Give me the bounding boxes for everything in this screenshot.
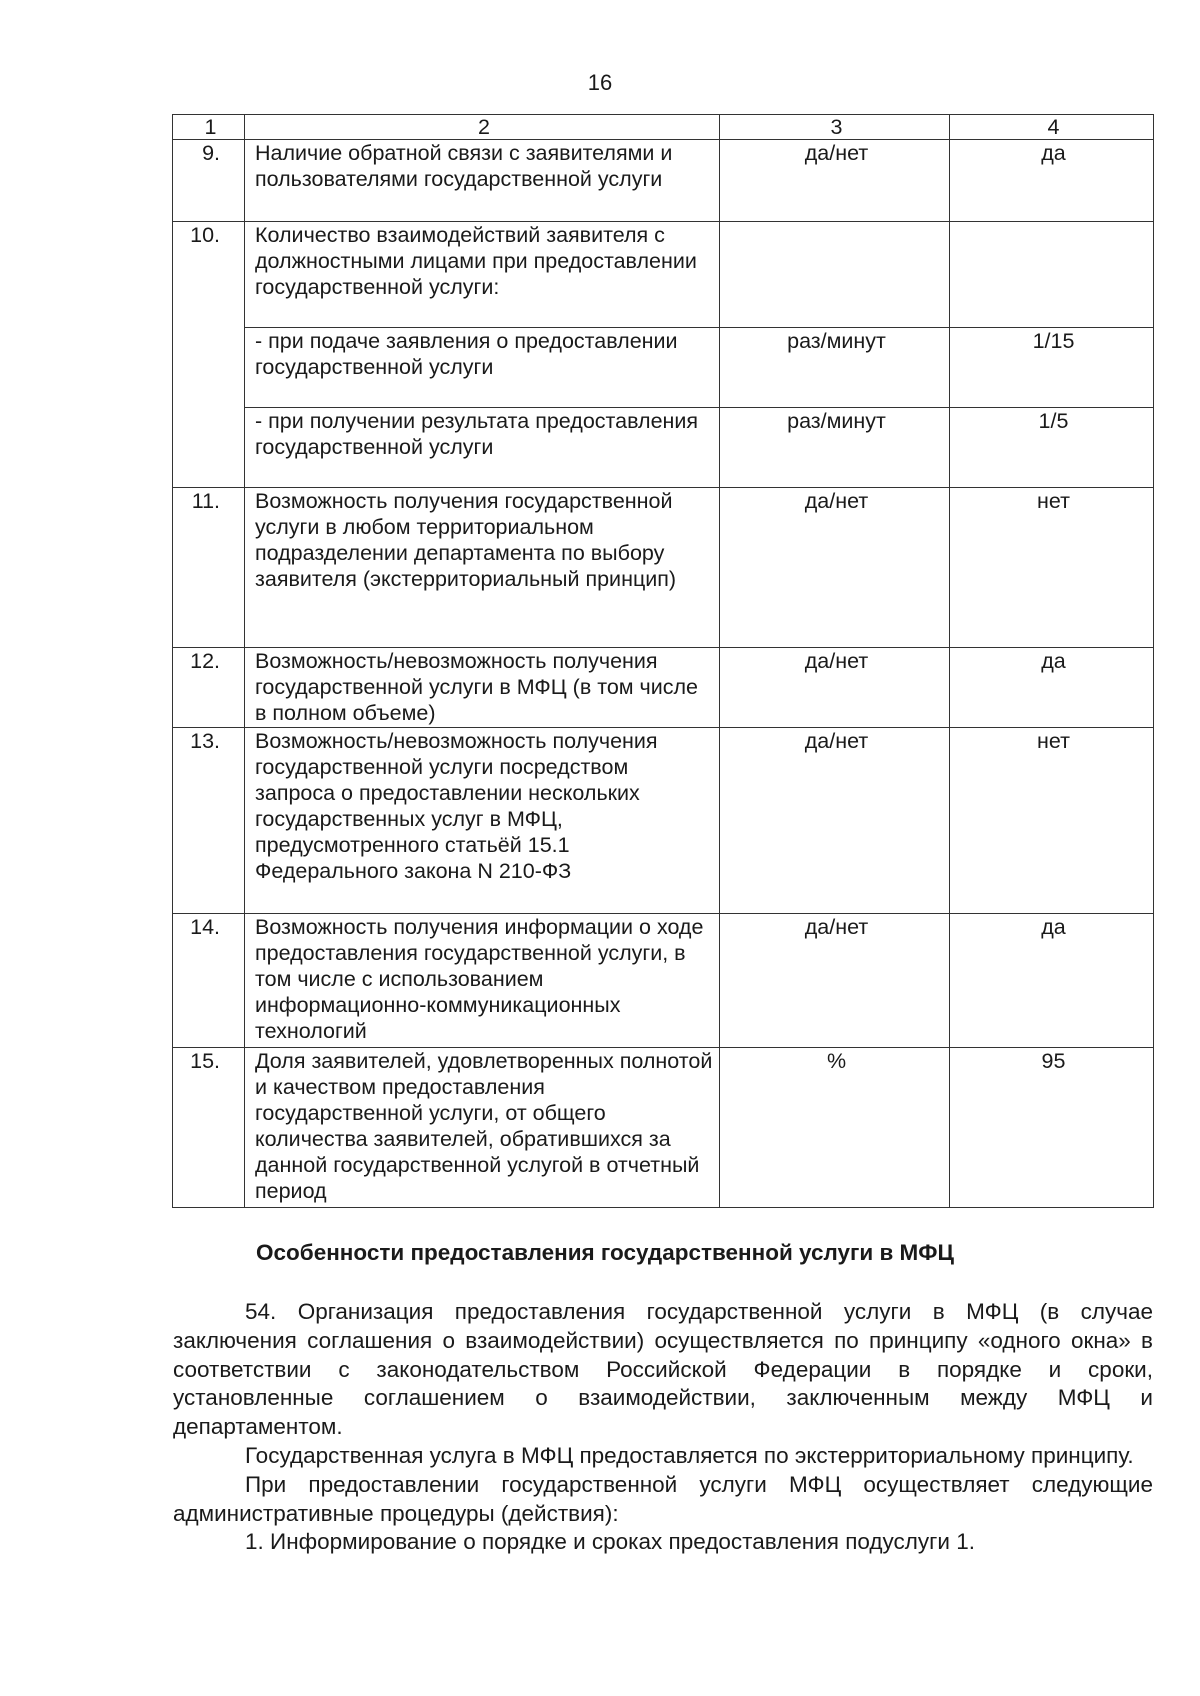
table-subrow: [173, 328, 1154, 408]
table-header-row: [173, 115, 1154, 140]
row-number: 11.: [173, 488, 245, 648]
value-cell: 95: [950, 1048, 1154, 1208]
indicator-name: - при получении результата предоставления государственной услуги: [245, 408, 720, 488]
section-title: Особенности предоставления государственной услуги в МФЦ: [256, 1240, 954, 1265]
unit-cell: раз/минут: [720, 408, 950, 488]
indicator-name: Наличие обратной связи с заявителями и пользователями государственной услуги: [245, 140, 720, 222]
unit-cell: да/нет: [720, 914, 950, 1048]
indicator-name: Возможность получения информации о ходе предоставления государственной услуги, в том числе с использованием информационно-коммуникационных технологий: [245, 914, 720, 1048]
indicator-name: Доля заявителей, удовлетворенных полнотой и качеством предоставления государственной услуги, от общего количества заявителей, обратившихся за данной государственной услугой в отчетный период: [245, 1048, 720, 1208]
row-number: 10.: [173, 222, 245, 488]
paragraph: 54. Организация предоставления государственной услуги в МФЦ (в случае заключения соглашения о взаимодействии) осуществляется по принципу «одного окна» в соответствии с законодательством Российской Федерации в порядке и сроки, установленные соглашением о взаимодействии, заключенным между МФЦ и департаментом.: [173, 1299, 1153, 1440]
indicator-name: - при подаче заявления о предоставлении государственной услуги: [245, 328, 720, 408]
unit-cell: раз/минут: [720, 328, 950, 408]
column-header: 1: [173, 115, 245, 140]
indicators-table: [172, 114, 1154, 1208]
table-row: [173, 140, 1154, 222]
value-cell: да: [950, 140, 1154, 222]
table-row: [173, 488, 1154, 648]
value-cell: 1/5: [950, 408, 1154, 488]
indicator-name: Количество взаимодействий заявителя с должностными лицами при предоставлении государственной услуги:: [245, 222, 720, 328]
row-number: 15.: [173, 1048, 245, 1208]
value-cell: нет: [950, 728, 1154, 914]
paragraph: Государственная услуга в МФЦ предоставляется по экстерриториальному принципу.: [245, 1442, 1134, 1468]
table-row: [173, 728, 1154, 914]
column-header: 2: [245, 115, 720, 140]
indicator-name: Возможность получения государственной услуги в любом территориальном подразделении департамента по выбору заявителя (экстерриториальный принцип): [245, 488, 720, 648]
paragraph: 1. Информирование о порядке и сроках предоставления подуслуги 1.: [245, 1529, 975, 1555]
unit-cell: %: [720, 1048, 950, 1208]
value-cell: 1/15: [950, 328, 1154, 408]
unit-cell: [720, 222, 950, 328]
unit-cell: да/нет: [720, 728, 950, 914]
table-subrow: [173, 408, 1154, 488]
row-number: 12.: [173, 648, 245, 728]
table-row: [173, 1048, 1154, 1208]
page-number: 16: [587, 70, 613, 95]
column-header: 3: [720, 115, 950, 140]
row-number: 9.: [173, 140, 245, 222]
row-number: 13.: [173, 728, 245, 914]
indicator-name: Возможность/невозможность получения государственной услуги посредством запроса о предоставлении нескольких государственных услуг в МФЦ, предусмотренного статьёй 15.1 Федерального закона N 210-ФЗ: [245, 728, 720, 914]
value-cell: [950, 222, 1154, 328]
value-cell: да: [950, 648, 1154, 728]
table-row: [173, 648, 1154, 728]
value-cell: да: [950, 914, 1154, 1048]
value-cell: нет: [950, 488, 1154, 648]
unit-cell: да/нет: [720, 140, 950, 222]
row-number: 14.: [173, 914, 245, 1048]
body-text: [173, 1298, 1153, 1557]
unit-cell: да/нет: [720, 488, 950, 648]
table-row: [173, 914, 1154, 1048]
indicator-name: Возможность/невозможность получения государственной услуги в МФЦ (в том числе в полном объеме): [245, 648, 720, 728]
column-header: 4: [950, 115, 1154, 140]
unit-cell: да/нет: [720, 648, 950, 728]
paragraph: При предоставлении государственной услуги МФЦ осуществляет следующие административные процедуры (действия):: [173, 1471, 1153, 1526]
table-row: [173, 222, 1154, 328]
